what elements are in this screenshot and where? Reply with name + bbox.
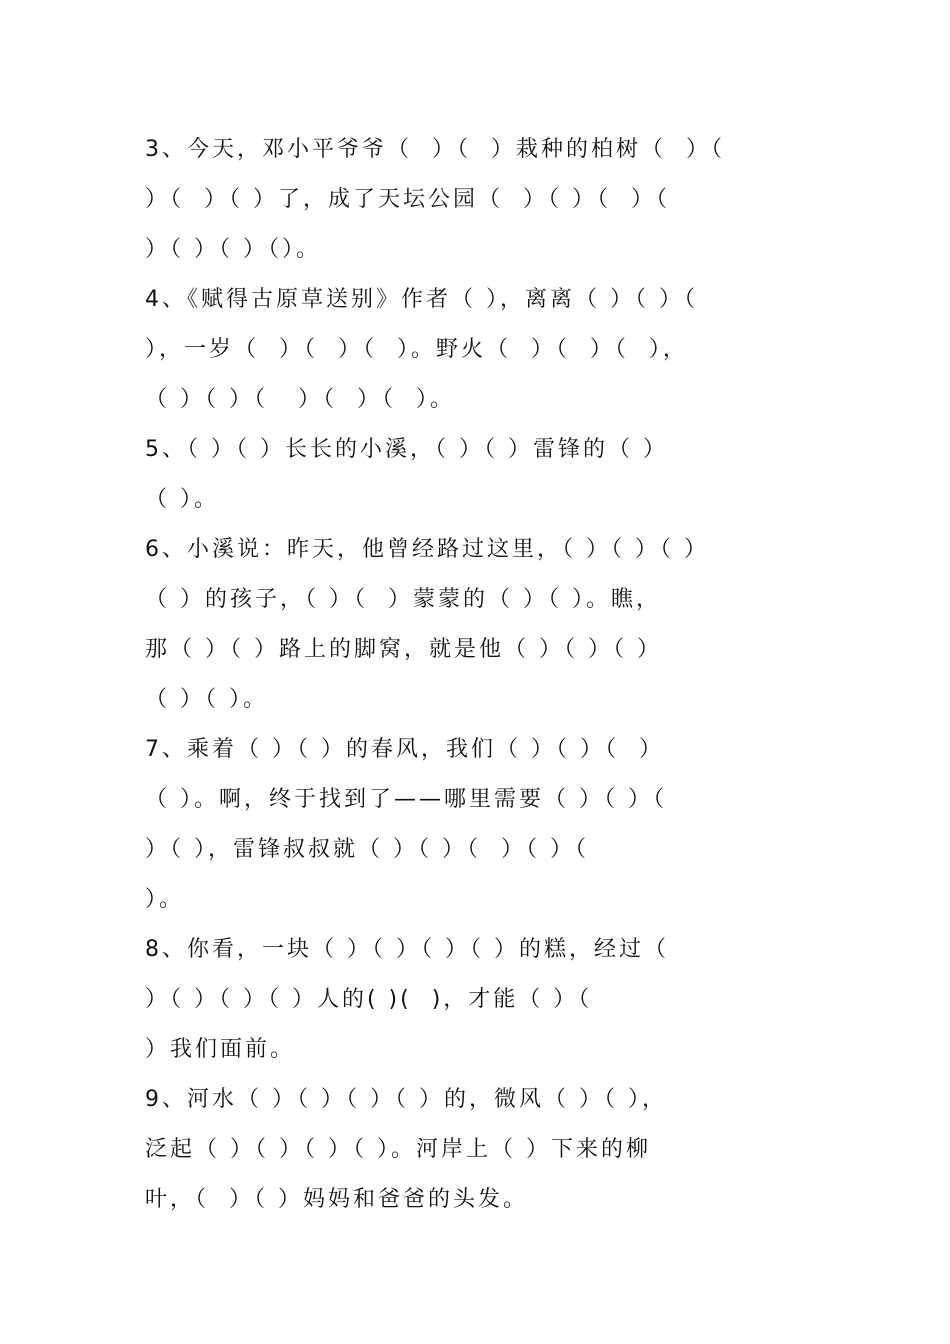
text-line-q6-1: 6、小溪说：昨天，他曾经路过这里，（ ）（ ）（ ）	[145, 537, 709, 562]
text-line-q4-3: （ ）（ ）（ ）（ ）（ ）。	[145, 387, 455, 412]
text-line-q9-1: 9、河水（ ）（ ）（ ）（ ）的，微风（ ）（ ），	[145, 1087, 667, 1112]
text-line-q4-1: 4、《赋得古原草送别》作者（ ），离离（ ）（ ）（	[145, 287, 698, 312]
text-line-q8-1: 8、你看，一块（ ）（ ）（ ）（ ）的糕，经过（	[145, 937, 669, 962]
text-line-q5-1: 5、（ ）（ ）长长的小溪，（ ）（ ）雷锋的（ ）	[145, 437, 668, 462]
text-line-q7-4: ）。	[145, 887, 185, 912]
text-line-q6-4: （ ）（ ）。	[145, 687, 268, 712]
text-line-q9-2: 泛起（ ）（ ）（ ）（ ）。河岸上（ ）下来的柳	[145, 1137, 651, 1162]
text-line-q7-3: ）（ ），雷锋叔叔就（ ）（ ）（ ）（ ）（	[145, 837, 589, 862]
text-line-q6-2: （ ）的孩子，（ ）（ ）蒙蒙的（ ）（ ）。瞧，	[145, 587, 661, 612]
text-line-q3-1: 3、今天，邓小平爷爷（ ）（ ）栽种的柏树（ ）（	[145, 137, 725, 162]
text-line-q9-3: 叶，（ ）（ ）妈妈和爸爸的头发。	[145, 1187, 528, 1212]
text-line-q5-2: （ ）。	[145, 487, 219, 512]
text-line-q7-2: （ ）。啊，终于找到了——哪里需要（ ）（ ）（	[145, 787, 667, 812]
text-line-q6-3: 那（ ）（ ）路上的脚窝，就是他（ ）（ ）（ ）	[145, 637, 662, 662]
text-line-q3-2: ）（ ）（ ）了，成了天坛公园（ ）（ ）（ ）（	[145, 187, 670, 212]
text-line-q3-3: ）（ ）（ ）（）。	[145, 237, 321, 262]
text-line-q8-2: ）（ ）（ ）（ ）人的( )( )，才能（ ）（	[145, 987, 593, 1012]
text-line-q4-2: ），一岁（ ）（ ）（ ）。野火（ ）（ ）（ ），	[145, 337, 688, 362]
text-line-q7-1: 7、乘着（ ）（ ）的春风，我们（ ）（ ）（ ）	[145, 737, 664, 762]
text-line-q8-3: ）我们面前。	[145, 1037, 296, 1062]
